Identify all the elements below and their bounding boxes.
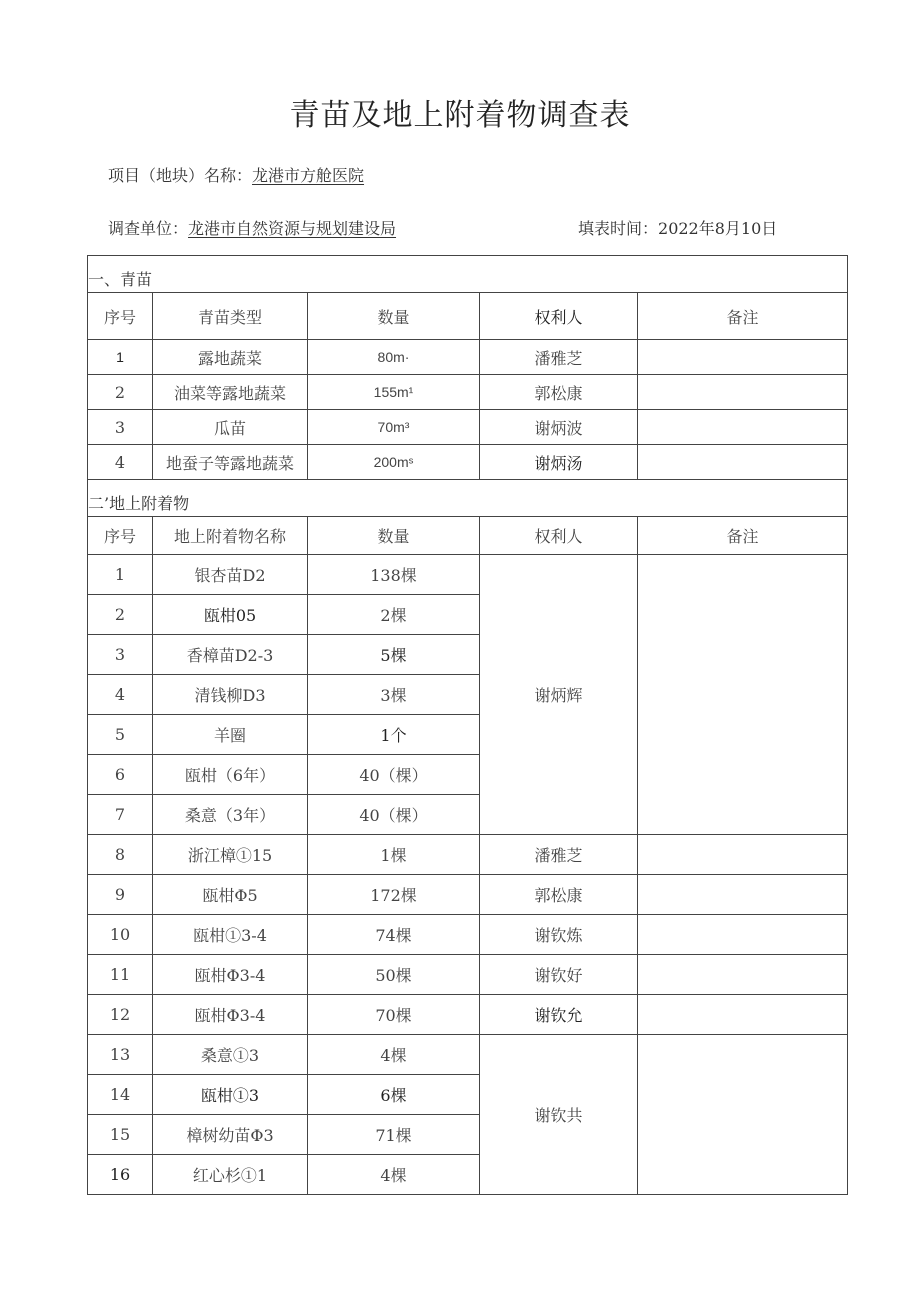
quantity: 2棵 [308,595,480,635]
quantity: 1个 [308,715,480,755]
header-cell: 序号 [88,293,153,340]
section-row [88,480,848,517]
note [638,375,848,410]
quantity: 80m· [308,340,480,375]
table-header-row [88,517,848,555]
note [638,995,848,1035]
survey-table [87,255,848,1195]
attachment-name: 银杏苗D2 [153,555,308,595]
survey-unit-label: 调查单位： [108,219,189,238]
header-cell: 备注 [638,517,848,555]
row-number: 8 [88,835,153,875]
quantity: 40（棵） [308,795,480,835]
row-number: 1 [88,555,153,595]
table-row [88,375,848,410]
quantity: 200mˢ [308,445,480,480]
seedling-type: 油菜等露地蔬菜 [153,375,308,410]
note [638,875,848,915]
group-owner: 谢钦共 [480,1035,638,1195]
owner: 谢炳汤 [480,445,638,480]
row-number: 3 [88,410,153,445]
attachment-name: 桑意（3年） [153,795,308,835]
table-row [88,955,848,995]
table-row [88,445,848,480]
attachment-name: 瓯柑Φ3-4 [153,995,308,1035]
row-number: 3 [88,635,153,675]
row-number: 14 [88,1075,153,1115]
table-row [88,995,848,1035]
row-number: 2 [88,375,153,410]
row-number: 7 [88,795,153,835]
row-number: 9 [88,875,153,915]
attachment-name: 瓯柑①3-4 [153,915,308,955]
row-number: 5 [88,715,153,755]
quantity: 4棵 [308,1155,480,1195]
note [638,835,848,875]
project-name-label: 项目（地块）名称： [108,166,253,185]
attachment-name: 瓯柑Φ3-4 [153,955,308,995]
quantity: 4棵 [308,1035,480,1075]
row-number: 4 [88,445,153,480]
attachment-name: 桑意①3 [153,1035,308,1075]
section-title-attachments: 二’地上附着物 [88,480,848,517]
note [638,555,848,835]
owner: 潘雅芝 [480,340,638,375]
quantity: 70棵 [308,995,480,1035]
attachment-name: 羊圈 [153,715,308,755]
attachment-name: 瓯柑（6年） [153,755,308,795]
table-row [88,1035,848,1075]
owner: 潘雅芝 [480,835,638,875]
owner: 谢钦允 [480,995,638,1035]
table-header-row [88,293,848,340]
quantity: 6棵 [308,1075,480,1115]
row-number: 2 [88,595,153,635]
quantity: 172棵 [308,875,480,915]
attachment-name: 樟树幼苗Φ3 [153,1115,308,1155]
survey-unit-value: 龙港市自然资源与规划建设局 [188,219,397,238]
header-cell: 序号 [88,517,153,555]
table-row [88,340,848,375]
row-number: 11 [88,955,153,995]
row-number: 12 [88,995,153,1035]
quantity: 71棵 [308,1115,480,1155]
row-number: 15 [88,1115,153,1155]
quantity: 5棵 [308,635,480,675]
project-name-value: 龙港市方舱医院 [252,166,365,185]
seedling-type: 露地蔬菜 [153,340,308,375]
page-title: 青苗及地上附着物调查表 [289,98,631,133]
table-row [88,875,848,915]
row-number: 13 [88,1035,153,1075]
header-cell: 地上附着物名称 [153,517,308,555]
quantity: 74棵 [308,915,480,955]
row-number: 16 [88,1155,153,1195]
group-owner: 谢炳辉 [480,555,638,835]
table-row [88,410,848,445]
fill-date-label: 填表时间： [578,219,659,238]
attachment-name: 红心杉①1 [153,1155,308,1195]
owner: 郭松康 [480,375,638,410]
attachment-name: 清钱柳D3 [153,675,308,715]
quantity: 3棵 [308,675,480,715]
note [638,410,848,445]
note [638,915,848,955]
row-number: 6 [88,755,153,795]
quantity: 1棵 [308,835,480,875]
section-title-seedlings: 一、青苗 [88,256,848,293]
header-cell: 数量 [308,517,480,555]
note [638,1035,848,1195]
seedling-type: 地蚕子等露地蔬菜 [153,445,308,480]
note [638,445,848,480]
fill-date-line [578,216,777,239]
row-number: 1 [88,340,153,375]
owner: 谢炳波 [480,410,638,445]
survey-unit-line [108,216,396,239]
seedling-type: 瓜苗 [153,410,308,445]
fill-date-value: 2022年8月10日 [658,219,778,238]
attachment-name: 瓯柑05 [153,595,308,635]
owner: 郭松康 [480,875,638,915]
attachment-name: 瓯柑①3 [153,1075,308,1115]
quantity: 138棵 [308,555,480,595]
header-cell: 权利人 [480,517,638,555]
owner: 谢钦炼 [480,915,638,955]
row-number: 4 [88,675,153,715]
project-name-line [108,163,364,186]
header-cell: 备注 [638,293,848,340]
owner: 谢钦好 [480,955,638,995]
note [638,340,848,375]
attachment-name: 香樟苗D2-3 [153,635,308,675]
table-row [88,835,848,875]
quantity: 70m³ [308,410,480,445]
attachment-name: 浙江樟①15 [153,835,308,875]
table-row [88,555,848,595]
header-cell: 数量 [308,293,480,340]
quantity: 50棵 [308,955,480,995]
table-row [88,915,848,955]
row-number: 10 [88,915,153,955]
quantity: 155m¹ [308,375,480,410]
section-row [88,256,848,293]
quantity: 40（棵） [308,755,480,795]
note [638,955,848,995]
header-cell: 权利人 [480,293,638,340]
header-cell: 青苗类型 [153,293,308,340]
attachment-name: 瓯柑Φ5 [153,875,308,915]
